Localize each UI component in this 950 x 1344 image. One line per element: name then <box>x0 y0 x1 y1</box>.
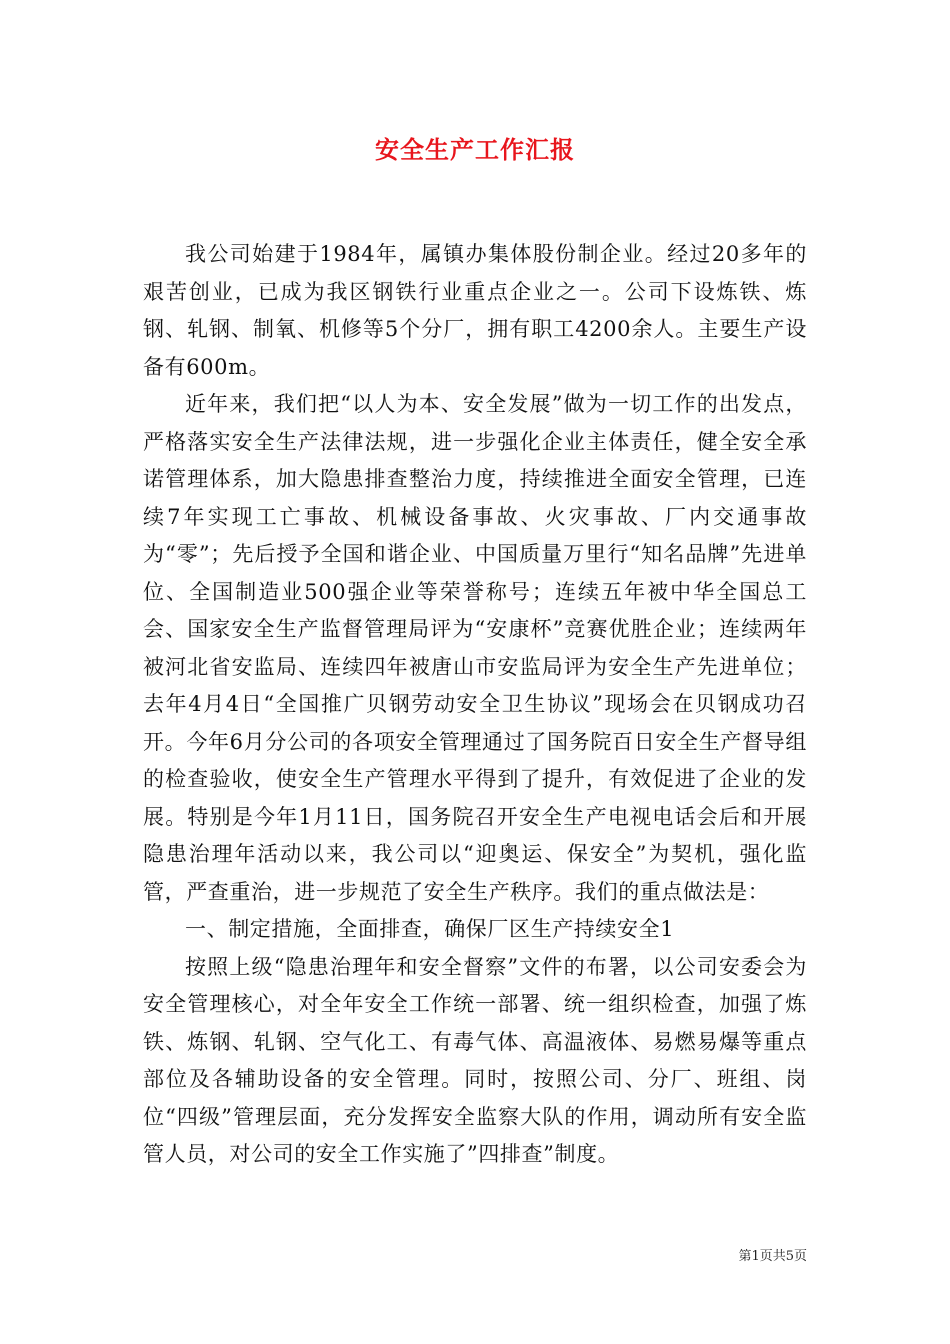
paragraph-safety-achievements: 近年来，我们把“以人为本、安全发展”做为一切工作的出发点，严格落实安全生产法律法规，进一步强化企业主体责任，健全安全承诺管理体系，加大隐患排查整治力度，持续推进全面安全管理，已连续7年实现工亡事故、机械设备事故、火灾事故、厂内交通事故为“零”；先后授予全国和谐企业、中国质量万里行“知名品牌”先进单位、全国制造业500强企业等荣誉称号；连续五年被中华全国总工会、国家安全生产监督管理局评为“安康杯”竞赛优胜企业；连续两年被河北省安监局、连续四年被唐山市安监局评为安全生产先进单位；去年4月4日“全国推广贝钢劳动安全卫生协议”现场会在贝钢成功召开。今年6月分公司的各项安全管理通过了国务院百日安全生产督导组的检查验收，使安全生产管理水平得到了提升，有效促进了企业的发展。特别是今年1月11日，国务院召开安全生产电视电话会后和开展隐患治理年活动以来，我公司以“迎奥运、保安全”为契机，强化监管，严查重治，进一步规范了安全生产秩序。我们的重点做法是： <box>143 392 807 904</box>
paragraph-company-intro: 我公司始建于1984年，属镇办集体股份制企业。经过20多年的艰苦创业，已成为我区钢铁行业重点企业之一。公司下设炼铁、炼钢、轧钢、制氧、机修等5个分厂，拥有职工4200余人。主要生产设备有600m。 <box>143 242 807 379</box>
section-heading-1: 一、制定措施，全面排查，确保厂区生产持续安全1 <box>185 917 675 941</box>
paragraph-inspection-measures: 按照上级“隐患治理年和安全督察”文件的布署，以公司安委会为安全管理核心，对全年安全工作统一部署、统一组织检查，加强了炼铁、炼钢、轧钢、空气化工、有毒气体、高温液体、易燃易爆等重点部位及各辅助设备的安全管理。同时，按照公司、分厂、班组、岗位“四级”管理层面，充分发挥安全监察大队的作用，调动所有安全监管人员，对公司的安全工作实施了”四排查”制度。 <box>143 954 807 1166</box>
document-body <box>143 236 807 1174</box>
document-title: 安全生产工作汇报 <box>375 135 575 164</box>
page-number: 第1页共5页 <box>738 1249 807 1264</box>
